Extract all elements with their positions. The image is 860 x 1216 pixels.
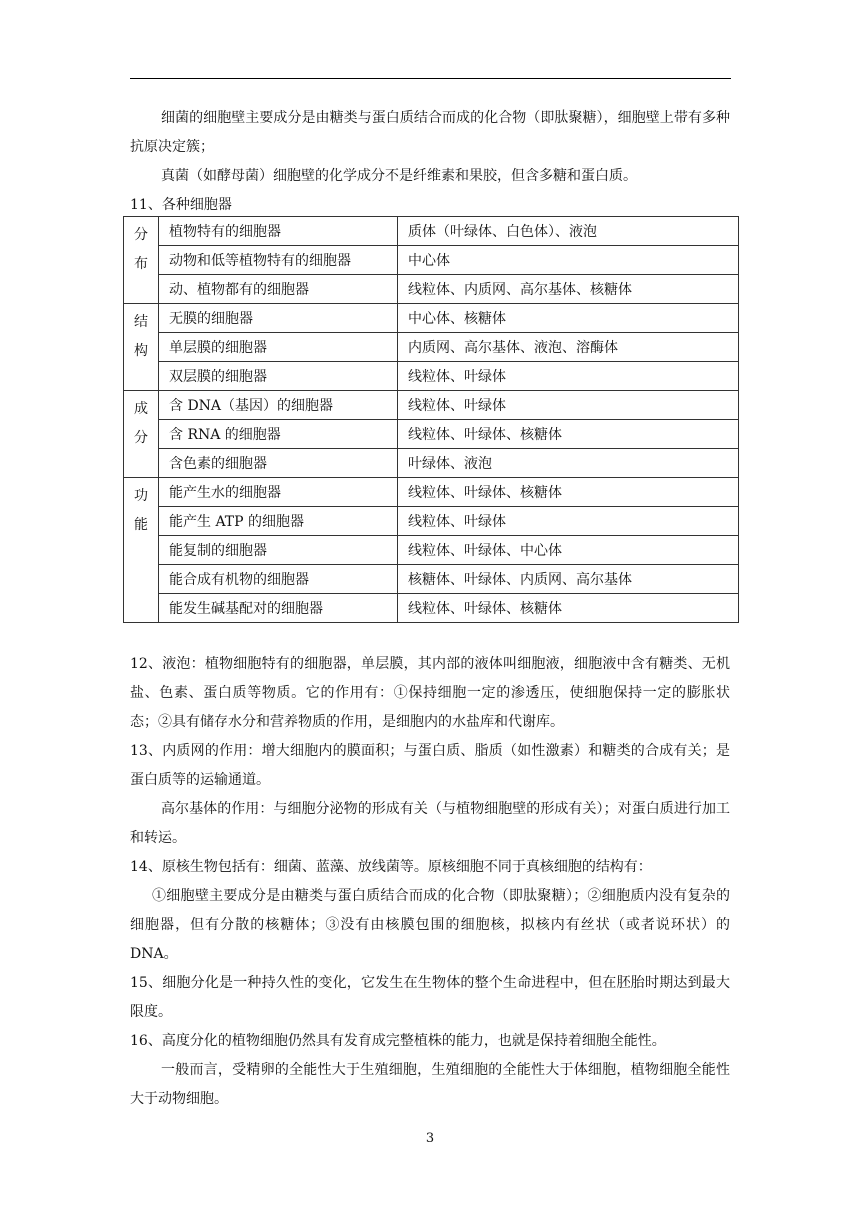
paragraph-14-structures: ①细胞壁主要成分是由糖类与蛋白质结合而成的化合物（即肽聚糖）；②细胞质内没有复杂的细胞器，但有分散的核糖体；③没有由核膜包围的细胞核，拟核内有丝状（或者说环状）的 DNA。 bbox=[130, 888, 730, 962]
table-row bbox=[124, 304, 739, 333]
table-row bbox=[124, 391, 739, 420]
row-label: 能合成有机物的细胞器 bbox=[159, 565, 398, 594]
table-row bbox=[124, 362, 739, 391]
category-cell bbox=[124, 217, 159, 304]
paragraph-13-er: 13、内质网的作用：增大细胞内的膜面积；与蛋白质、脂质（如性激素）和糖类的合成有关；是蛋白质等的运输通道。 bbox=[130, 743, 730, 788]
row-label: 含 DNA（基因）的细胞器 bbox=[159, 391, 398, 420]
row-label: 能复制的细胞器 bbox=[159, 536, 398, 565]
row-label: 动、植物都有的细胞器 bbox=[159, 275, 398, 304]
table-row bbox=[124, 420, 739, 449]
category-char: 分 bbox=[134, 430, 148, 446]
paragraph-12-vacuole: 12、液泡：植物细胞特有的细胞器，单层膜，其内部的液体叫细胞液，细胞液中含有糖类、无机盐、色素、蛋白质等物质。它的作用有：①保持细胞一定的渗透压，使细胞保持一定的膨胀状态；②具有储存水分和营养物质的作用，是细胞内的水盐库和代谢库。 bbox=[130, 656, 730, 730]
table-row bbox=[124, 275, 739, 304]
row-label: 动物和低等植物特有的细胞器 bbox=[159, 246, 398, 275]
row-value: 线粒体、内质网、高尔基体、核糖体 bbox=[398, 275, 739, 304]
category-cell bbox=[124, 391, 159, 478]
row-value: 核糖体、叶绿体、内质网、高尔基体 bbox=[398, 565, 739, 594]
row-label: 能产生 ATP 的细胞器 bbox=[159, 507, 398, 536]
table-row bbox=[124, 246, 739, 275]
row-label: 能产生水的细胞器 bbox=[159, 478, 398, 507]
category-char: 能 bbox=[134, 517, 148, 533]
category-char: 布 bbox=[134, 256, 148, 272]
header-rule bbox=[130, 78, 731, 79]
category-cell bbox=[124, 478, 159, 623]
category-char: 功 bbox=[134, 488, 148, 504]
row-value: 中心体、核糖体 bbox=[398, 304, 739, 333]
paragraph-13-golgi: 高尔基体的作用：与细胞分泌物的形成有关（与植物细胞壁的形成有关）；对蛋白质进行加工和转运。 bbox=[130, 801, 730, 846]
category-char: 成 bbox=[134, 401, 148, 417]
table-row bbox=[124, 449, 739, 478]
paragraph-16-comparison: 一般而言，受精卵的全能性大于生殖细胞，生殖细胞的全能性大于体细胞，植物细胞全能性大于动物细胞。 bbox=[130, 1062, 730, 1107]
table-row bbox=[124, 594, 739, 623]
paragraph-16-totipotency: 16、高度分化的植物细胞仍然具有发育成完整植株的能力，也就是保持着细胞全能性。 bbox=[130, 1033, 666, 1049]
paragraph-14-prokaryotes: 14、原核生物包括有：细菌、蓝藻、放线菌等。原核细胞不同于真核细胞的结构有： bbox=[130, 859, 652, 875]
paragraph-bacteria-cell-wall: 细菌的细胞壁主要成分是由糖类与蛋白质结合而成的化合物（即肽聚糖），细胞壁上带有多种抗原决定簇； bbox=[130, 110, 730, 155]
table-row bbox=[124, 333, 739, 362]
row-value: 叶绿体、液泡 bbox=[398, 449, 739, 478]
row-value: 线粒体、叶绿体、中心体 bbox=[398, 536, 739, 565]
row-value: 线粒体、叶绿体、核糖体 bbox=[398, 594, 739, 623]
row-value: 线粒体、叶绿体 bbox=[398, 507, 739, 536]
category-cell bbox=[124, 304, 159, 391]
row-value: 质体（叶绿体、白色体）、液泡 bbox=[398, 217, 739, 246]
row-value: 中心体 bbox=[398, 246, 739, 275]
row-value: 线粒体、叶绿体、核糖体 bbox=[398, 478, 739, 507]
row-value: 线粒体、叶绿体 bbox=[398, 362, 739, 391]
category-char: 分 bbox=[134, 227, 148, 243]
organelle-table bbox=[123, 216, 739, 623]
category-char: 构 bbox=[134, 343, 148, 359]
row-value: 内质网、高尔基体、液泡、溶酶体 bbox=[398, 333, 739, 362]
page-number: 3 bbox=[425, 1131, 435, 1146]
table-row bbox=[124, 478, 739, 507]
row-label: 双层膜的细胞器 bbox=[159, 362, 398, 391]
row-label: 无膜的细胞器 bbox=[159, 304, 398, 333]
table-row bbox=[124, 217, 739, 246]
table-row bbox=[124, 536, 739, 565]
row-value: 线粒体、叶绿体、核糖体 bbox=[398, 420, 739, 449]
paragraph-15-differentiation: 15、细胞分化是一种持久性的变化，它发生在生物体的整个生命进程中，但在胚胎时期达到最大限度。 bbox=[130, 975, 730, 1020]
section-11-title: 11、各种细胞器 bbox=[130, 197, 232, 213]
row-label: 能发生碱基配对的细胞器 bbox=[159, 594, 398, 623]
row-value: 线粒体、叶绿体 bbox=[398, 391, 739, 420]
row-label: 植物特有的细胞器 bbox=[159, 217, 398, 246]
category-char: 结 bbox=[134, 314, 148, 330]
row-label: 含色素的细胞器 bbox=[159, 449, 398, 478]
table-row bbox=[124, 565, 739, 594]
row-label: 含 RNA 的细胞器 bbox=[159, 420, 398, 449]
table-row bbox=[124, 507, 739, 536]
row-label: 单层膜的细胞器 bbox=[159, 333, 398, 362]
paragraph-fungi-cell-wall: 真菌（如酵母菌）细胞壁的化学成分不是纤维素和果胶，但含多糖和蛋白质。 bbox=[161, 168, 637, 184]
